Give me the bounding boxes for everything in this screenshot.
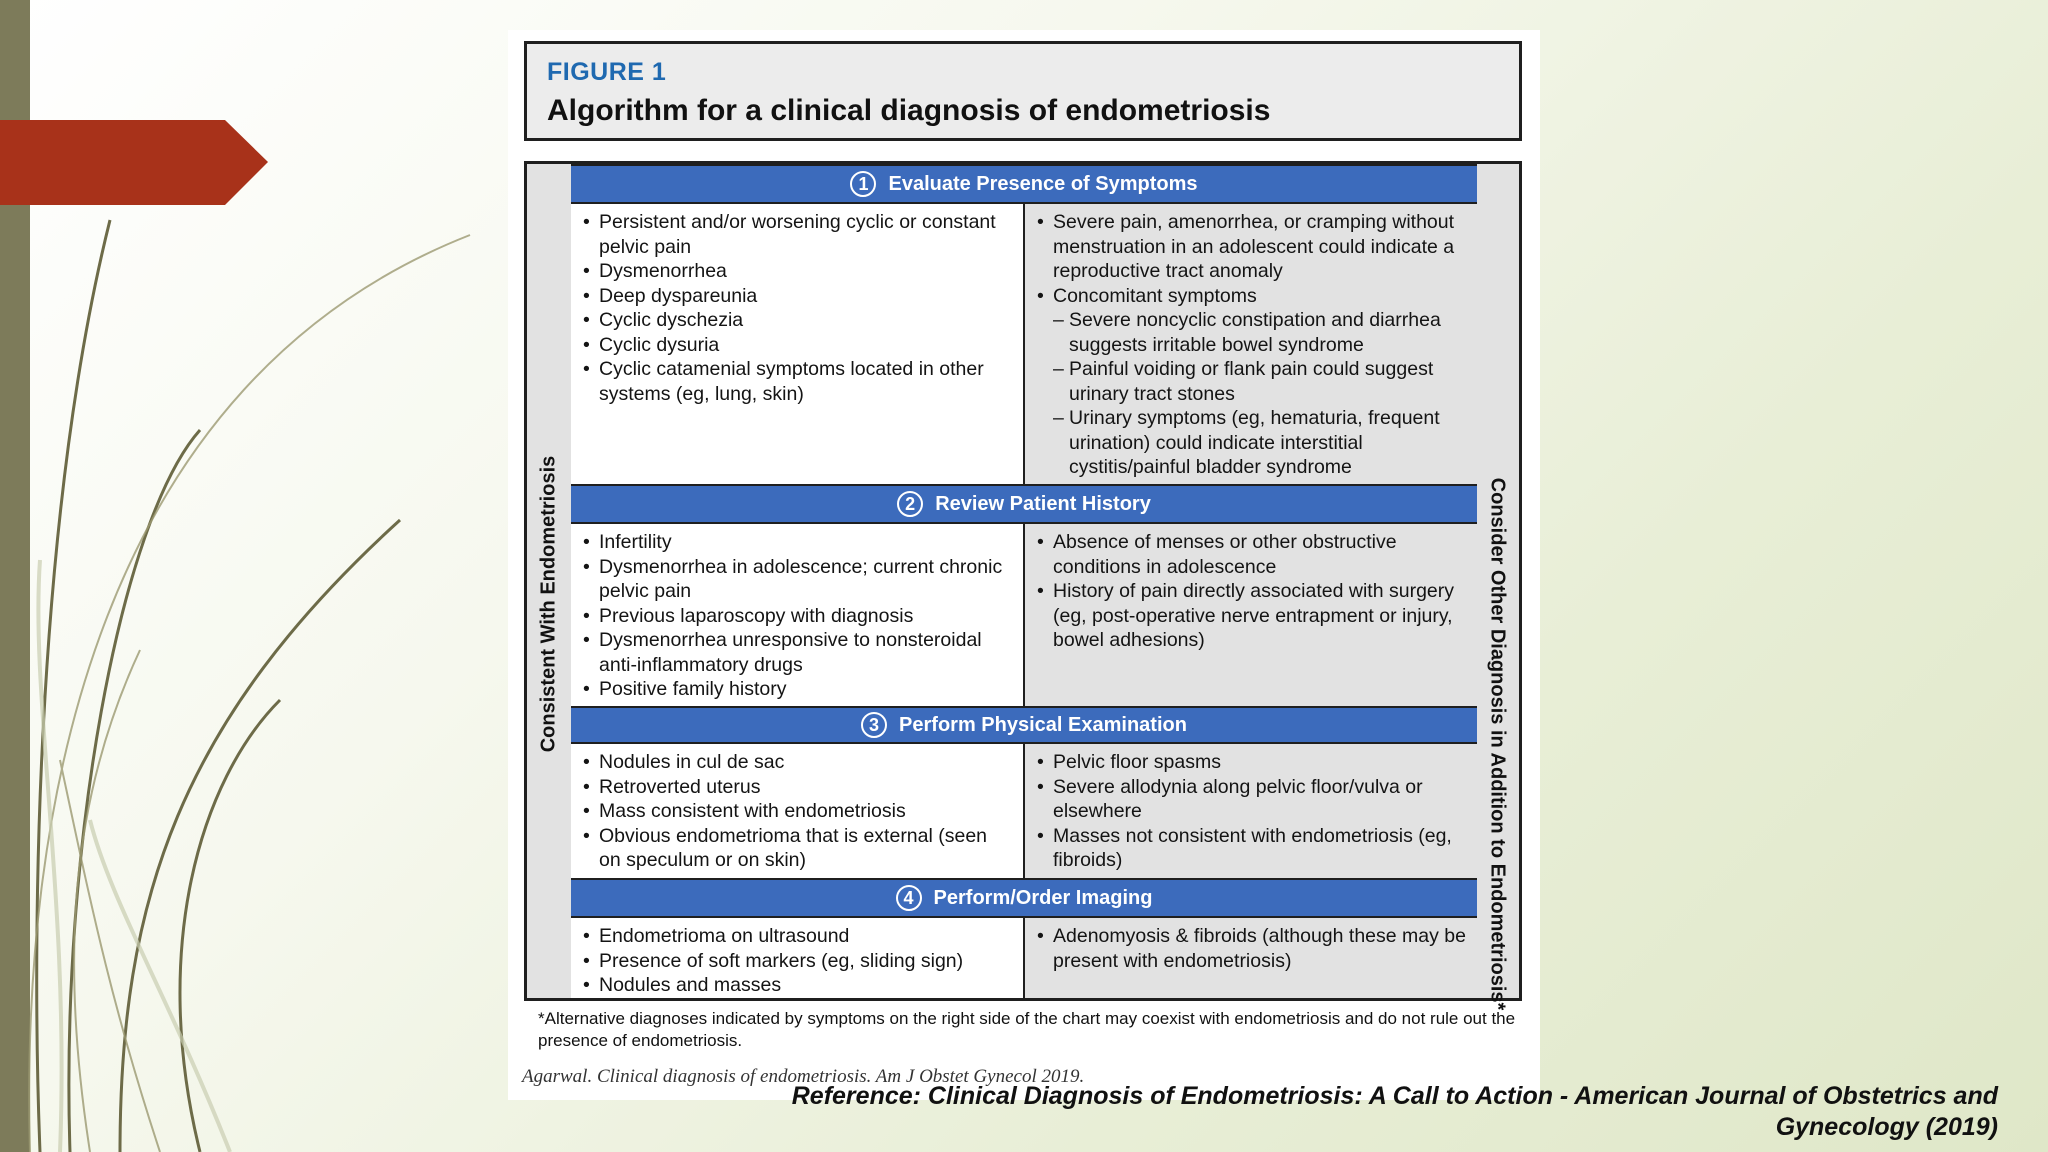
- list-item: • Cyclic catamenial symptoms located in other systems (eg, lung, skin): [581, 357, 1013, 406]
- list-item: • Endometrioma on ultrasound: [581, 924, 1013, 949]
- list-item: • Previous laparoscopy with diagnosis: [581, 604, 1013, 629]
- list-item: • Dysmenorrhea unresponsive to nonsteroidal anti-inflammatory drugs: [581, 628, 1013, 677]
- list-item: • Pelvic floor spasms: [1035, 750, 1467, 775]
- figure-panel: [508, 30, 1540, 1100]
- section-right-cell: [1025, 524, 1477, 706]
- figure-footnote: *Alternative diagnoses indicated by symptoms on the right side of the chart may coexist with endometriosis and do not rule out the presence of endometriosis.: [538, 1009, 1516, 1050]
- list-subitem: – Painful voiding or flank pain could suggest urinary tract stones: [1035, 357, 1467, 406]
- left-side-strip: [527, 164, 573, 998]
- step-number-icon: 3: [861, 712, 887, 738]
- list-item: • Nodules in cul de sac: [581, 750, 1013, 775]
- list-item: • Severe allodynia along pelvic floor/vulva or elsewhere: [1035, 775, 1467, 824]
- list-item: • Persistent and/or worsening cyclic or constant pelvic pain: [581, 210, 1013, 259]
- list-item: • Masses not consistent with endometriosis (eg, fibroids): [1035, 824, 1467, 873]
- section-left-cell: [571, 918, 1025, 998]
- section-header: [571, 484, 1477, 524]
- list-item: • Positive family history: [581, 677, 1013, 702]
- list-item: • History of pain directly associated with surgery (eg, post-operative nerve entrapment or injury, bowel adhesions): [1035, 579, 1467, 653]
- list-item: • Presence of soft markers (eg, sliding sign): [581, 949, 1013, 974]
- list-item: • Nodules and masses: [581, 973, 1013, 998]
- figure-header: [524, 41, 1522, 141]
- section-left-cell: [571, 744, 1025, 878]
- figure-title: Algorithm for a clinical diagnosis of endometriosis: [547, 94, 1271, 127]
- list-item: • Cyclic dysuria: [581, 333, 1013, 358]
- section-title: Evaluate Presence of Symptoms: [888, 172, 1198, 195]
- list-item: • Deep dyspareunia: [581, 284, 1013, 309]
- list-item: • Severe pain, amenorrhea, or cramping without menstruation in an adolescent could indicate a reproductive tract anomaly: [1035, 210, 1467, 284]
- list-item: • Obvious endometrioma that is external (seen on speculum or on skin): [581, 824, 1013, 873]
- section-right-cell: [1025, 744, 1477, 878]
- right-side-label: Consider Other Diagnosis in Addition to Endometriosis*: [1486, 477, 1509, 1011]
- reference-text: Reference: Clinical Diagnosis of Endometriosis: A Call to Action - American Journal of Obstetrics and Gynecology (2019): [791, 1082, 1998, 1141]
- list-item: • Absence of menses or other obstructive conditions in adolescence: [1035, 530, 1467, 579]
- list-item: • Adenomyosis & fibroids (although these may be present with endometriosis): [1035, 924, 1467, 973]
- section-title: Perform Physical Examination: [899, 713, 1187, 736]
- list-item: • Retroverted uterus: [581, 775, 1013, 800]
- section-title: Perform/Order Imaging: [933, 886, 1153, 909]
- step-number-icon: 1: [850, 171, 876, 197]
- section-header: [571, 164, 1477, 204]
- list-subitem: – Severe noncyclic constipation and diarrhea suggests irritable bowel syndrome: [1035, 308, 1467, 357]
- red-arrow-banner: [0, 120, 268, 205]
- list-subitem: – Urinary symptoms (eg, hematuria, frequent urination) could indicate interstitial cystitis/painful bladder syndrome: [1035, 406, 1467, 480]
- step-number-icon: 2: [897, 491, 923, 517]
- algorithm-diagram: [524, 161, 1522, 1011]
- list-item: • Concomitant symptoms: [1035, 284, 1467, 309]
- list-item: • Mass consistent with endometriosis: [581, 799, 1013, 824]
- section-right-cell: [1025, 918, 1477, 998]
- left-side-label: Consistent With Endometriosis: [537, 455, 560, 753]
- section-title: Review Patient History: [935, 492, 1151, 515]
- section-left-cell: [571, 524, 1025, 706]
- right-side-strip: [1473, 164, 1519, 1011]
- figure-label: FIGURE 1: [547, 58, 667, 86]
- section-header: [571, 706, 1477, 744]
- section-left-cell: [571, 204, 1025, 484]
- section-right-cell: [1025, 204, 1477, 484]
- list-item: • Dysmenorrhea in adolescence; current chronic pelvic pain: [581, 555, 1013, 604]
- list-item: • Infertility: [581, 530, 1013, 555]
- section-header: [571, 878, 1477, 918]
- figure-citation: Agarwal. Clinical diagnosis of endometriosis. Am J Obstet Gynecol 2019.: [522, 1066, 1085, 1087]
- step-number-icon: 4: [896, 885, 922, 911]
- list-item: • Cyclic dyschezia: [581, 308, 1013, 333]
- list-item: • Dysmenorrhea: [581, 259, 1013, 284]
